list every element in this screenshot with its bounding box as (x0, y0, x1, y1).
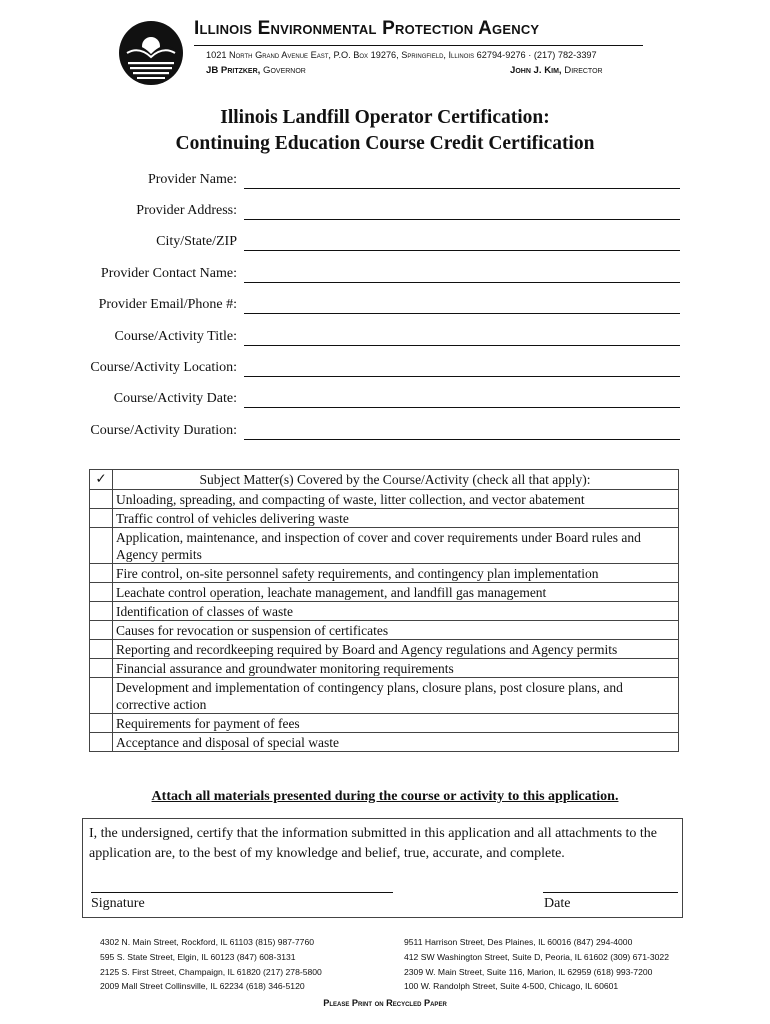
date-line[interactable] (543, 892, 678, 893)
course-location-input[interactable] (244, 376, 680, 377)
field-label: Course/Activity Duration: (90, 423, 237, 438)
office-address: 9511 Harrison Street, Des Plaines, IL 60016 (847) 294-4000 (404, 937, 633, 947)
director-line (510, 65, 603, 76)
office-address: 4302 N. Main Street, Rockford, IL 61103 (815) 987-7760 (100, 937, 315, 947)
subject-label: Application, maintenance, and inspection of cover and cover requirements under Board rules and Agency permits (113, 528, 679, 564)
field-label: Course/Activity Location: (90, 360, 237, 375)
subject-checkbox[interactable] (90, 509, 113, 528)
field-label: Course/Activity Date: (113, 391, 237, 406)
table-header: Subject Matter(s) Covered by the Course/Activity (check all that apply): (113, 470, 679, 490)
subject-label: Traffic control of vehicles delivering waste (113, 509, 679, 528)
iepa-seal-logo (118, 20, 184, 86)
course-duration-field (0, 423, 770, 445)
field-label: City/State/ZIP (156, 234, 237, 249)
subject-checkbox[interactable] (90, 733, 113, 752)
office-address: 2125 S. First Street, Champaign, IL 61820 (217) 278-5800 (100, 966, 322, 977)
subject-label: Identification of classes of waste (113, 602, 679, 621)
subject-checkbox[interactable] (90, 490, 113, 509)
office-address: 100 W. Randolph Street, Suite 4-500, Chicago, IL 60601 (404, 981, 619, 992)
checkmark-header-icon: ✓ (90, 470, 113, 490)
table-row (90, 490, 679, 509)
subject-label: Acceptance and disposal of special waste (113, 733, 679, 752)
office-address: 2009 Mall Street Collinsville, IL 62234 (618) 346-5120 (100, 981, 305, 992)
provider-name-input[interactable] (244, 188, 680, 189)
course-duration-input[interactable] (244, 439, 680, 440)
footer-offices-right (404, 935, 669, 994)
provider-email-phone-input[interactable] (244, 313, 680, 314)
subject-checkbox[interactable] (90, 640, 113, 659)
governor-name: JB Pritzker, (206, 65, 261, 76)
agency-name: Illinois Environmental Protection Agency (194, 18, 540, 39)
office-address: 595 S. State Street, Elgin, IL 60123 (847) 608-3131 (100, 951, 296, 962)
table-header-row (90, 470, 679, 490)
subject-checkbox[interactable] (90, 659, 113, 678)
table-row (90, 659, 679, 678)
field-label: Provider Name: (147, 172, 237, 187)
table-row (90, 509, 679, 528)
form-title-line2: Continuing Education Course Credit Certification (175, 133, 595, 154)
field-label: Provider Contact Name: (100, 266, 237, 281)
date-label: Date (544, 896, 571, 911)
table-row (90, 528, 679, 564)
subject-label: Fire control, on-site personnel safety requirements, and contingency plan implementation (113, 564, 679, 583)
table-row (90, 621, 679, 640)
subject-label: Requirements for payment of fees (113, 714, 679, 733)
subject-label: Causes for revocation or suspension of certificates (113, 621, 679, 640)
subject-checkbox[interactable] (90, 583, 113, 602)
table-row (90, 733, 679, 752)
subject-label: Development and implementation of contingency plans, closure plans, post closure plans, and corrective action (113, 678, 679, 714)
form-title-line1: Illinois Landfill Operator Certification: (220, 107, 550, 128)
director-name: John J. Kim, (510, 65, 562, 76)
table-row (90, 564, 679, 583)
certification-box (82, 818, 683, 918)
footer-offices-left (100, 935, 322, 994)
provider-address-field (0, 203, 770, 225)
table-row (90, 602, 679, 621)
governor-title: Governor (263, 65, 306, 76)
subject-label: Leachate control operation, leachate management, and landfill gas management (113, 583, 679, 602)
course-date-input[interactable] (244, 407, 680, 408)
office-address: 412 SW Washington Street, Suite D, Peoria, IL 61602 (309) 671-3022 (404, 951, 669, 962)
recycled-paper-note: Please Print on Recycled Paper (323, 998, 447, 1008)
subject-checkbox[interactable] (90, 528, 113, 564)
subject-label: Reporting and recordkeeping required by Board and Agency regulations and Agency permits (113, 640, 679, 659)
agency-address: 1021 North Grand Avenue East, P.O. Box 19276, Springfield, Illinois 62794-9276 · (217) 782-3397 (206, 50, 597, 60)
field-label: Provider Address: (136, 203, 237, 218)
provider-contact-name-field (0, 266, 770, 288)
table-row (90, 583, 679, 602)
attach-materials-note: Attach all materials presented during the course or activity to this application. (151, 789, 619, 804)
office-address: 2309 W. Main Street, Suite 116, Marion, IL 62959 (618) 993-7200 (404, 966, 653, 977)
provider-email-phone-field (0, 297, 770, 319)
subject-label: Financial assurance and groundwater monitoring requirements (113, 659, 679, 678)
subject-label: Unloading, spreading, and compacting of waste, litter collection, and vector abatement (113, 490, 679, 509)
table-row (90, 714, 679, 733)
signature-label: Signature (91, 896, 145, 911)
subject-checkbox[interactable] (90, 621, 113, 640)
subject-checkbox[interactable] (90, 714, 113, 733)
course-title-field (0, 329, 770, 351)
provider-address-input[interactable] (244, 219, 680, 220)
city-state-zip-input[interactable] (244, 250, 680, 251)
subject-matter-table (89, 469, 679, 752)
subject-checkbox[interactable] (90, 678, 113, 714)
subject-checkbox[interactable] (90, 602, 113, 621)
signature-line[interactable] (91, 892, 393, 893)
letterhead-rule (194, 45, 643, 46)
course-title-input[interactable] (244, 345, 680, 346)
certification-statement: I, the undersigned, certify that the information submitted in this application and all attachments to the application are, to the best of my knowledge and belief, true, accurate, and complete. (89, 826, 658, 861)
governor-line (206, 65, 306, 76)
provider-name-field (0, 172, 770, 194)
course-date-field (0, 391, 770, 413)
table-row (90, 678, 679, 714)
course-location-field (0, 360, 770, 382)
director-title: Director (564, 65, 603, 76)
subject-checkbox[interactable] (90, 564, 113, 583)
table-row (90, 640, 679, 659)
field-label: Course/Activity Title: (114, 329, 237, 344)
city-state-zip-field (0, 234, 770, 256)
provider-contact-name-input[interactable] (244, 282, 680, 283)
field-label: Provider Email/Phone #: (98, 297, 237, 312)
